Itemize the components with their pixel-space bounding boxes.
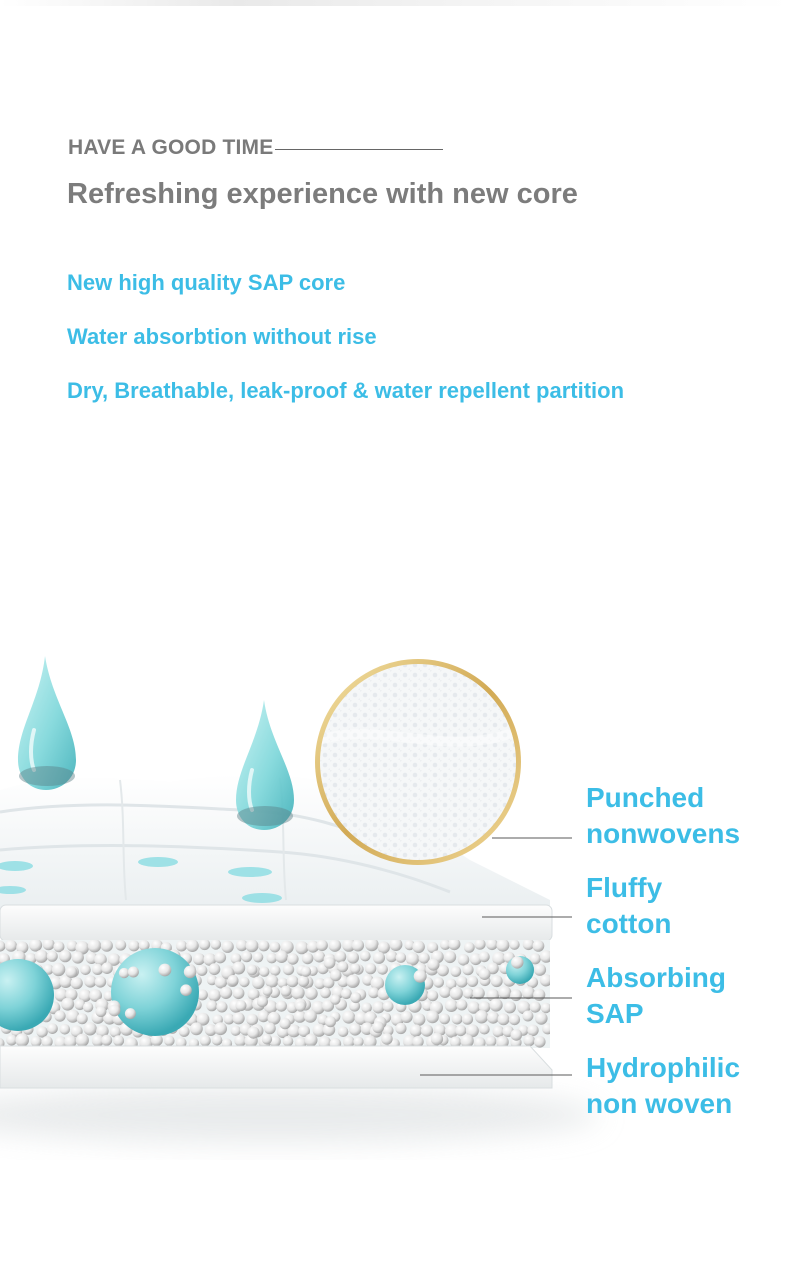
cotton-ball — [360, 951, 371, 962]
eyebrow-text: HAVE A GOOD TIME — [68, 136, 274, 159]
feature-item-absorption: Water absorbtion without rise — [67, 324, 377, 349]
cotton-ball — [5, 940, 17, 952]
cotton-ball — [522, 986, 535, 999]
cotton-ball — [47, 1023, 58, 1034]
cotton-ball — [128, 967, 139, 978]
cotton-ball — [433, 977, 444, 988]
cotton-ball — [305, 1034, 318, 1047]
cotton-ball — [209, 963, 221, 975]
cotton-ball — [368, 987, 379, 998]
cotton-ball — [534, 964, 546, 976]
cotton-ball — [253, 952, 263, 962]
layer-label-hydrophilic-line1: Hydrophilic — [586, 1052, 741, 1083]
cotton-ball — [498, 1013, 510, 1025]
cotton-ball — [396, 952, 407, 963]
cotton-ball — [504, 1001, 516, 1013]
cotton-ball — [72, 951, 84, 963]
cotton-ball — [540, 974, 552, 986]
cotton-ball — [262, 1034, 272, 1044]
cotton-ball — [439, 986, 451, 998]
cotton-ball — [71, 977, 83, 989]
cotton-ball — [475, 1010, 488, 1023]
cotton-ball — [211, 939, 222, 950]
cotton-ball — [541, 1003, 551, 1013]
cotton-ball — [464, 942, 475, 953]
cotton-layer — [0, 905, 552, 941]
cotton-ball — [413, 1013, 426, 1026]
cotton-ball — [15, 1033, 29, 1047]
cotton-ball — [80, 965, 91, 976]
cotton-ball — [352, 939, 364, 951]
cotton-ball — [338, 1026, 349, 1037]
cotton-ball — [522, 1011, 533, 1022]
cotton-ball — [29, 939, 42, 952]
cotton-ball — [302, 953, 314, 965]
floor-shadow — [0, 1087, 600, 1143]
cotton-ball — [54, 1010, 65, 1021]
cotton-ball — [353, 1037, 363, 1047]
cotton-ball — [346, 975, 359, 988]
cotton-ball — [101, 940, 113, 952]
cotton-ball — [287, 953, 298, 964]
cotton-ball — [233, 987, 245, 999]
cotton-ball — [280, 1018, 291, 1029]
layer-label-sap-line1: Absorbing — [586, 962, 726, 993]
cotton-ball — [275, 950, 288, 963]
cotton-ball — [496, 939, 509, 952]
cotton-ball — [65, 966, 77, 978]
cotton-ball — [421, 1025, 433, 1037]
cotton-ball — [456, 999, 467, 1010]
cotton-ball — [439, 1014, 450, 1025]
cotton-ball — [462, 964, 473, 975]
cotton-ball — [208, 989, 221, 1002]
layer-label-hydrophilic-line2: non woven — [586, 1088, 733, 1119]
cotton-ball — [246, 1014, 258, 1026]
cotton-ball — [320, 988, 331, 999]
cotton-ball — [200, 1035, 211, 1046]
cotton-ball — [530, 1002, 541, 1013]
cotton-ball — [61, 998, 74, 1011]
layer-label-sap-line2: SAP — [586, 998, 644, 1029]
cotton-ball — [427, 990, 438, 1001]
cotton-ball — [509, 1014, 520, 1025]
cotton-ball — [228, 975, 239, 986]
cotton-ball — [119, 968, 129, 978]
cotton-ball — [257, 996, 268, 1007]
hydrophilic-layer — [0, 1046, 552, 1088]
cotton-ball — [276, 1001, 287, 1012]
cotton-ball — [301, 966, 312, 977]
cotton-ball — [193, 953, 205, 965]
cotton-ball — [101, 1035, 112, 1046]
cotton-ball — [295, 1001, 305, 1011]
cotton-ball — [330, 994, 340, 1004]
top-edge-shadow — [0, 0, 790, 6]
cotton-ball — [381, 1033, 393, 1045]
cotton-ball — [270, 942, 281, 953]
cotton-ball — [206, 1000, 217, 1011]
cotton-ball — [113, 1035, 124, 1046]
cotton-ball — [236, 1000, 247, 1011]
cotton-ball — [395, 1023, 406, 1034]
cotton-ball — [259, 967, 269, 977]
cotton-ball — [265, 975, 278, 988]
cotton-ball — [386, 951, 398, 963]
water-drop-icon — [236, 700, 294, 830]
cotton-ball — [35, 950, 48, 963]
cotton-ball — [372, 1021, 384, 1033]
cotton-ball — [463, 988, 474, 999]
sap-layer — [0, 938, 553, 1051]
cotton-ball — [341, 988, 352, 999]
cotton-ball — [295, 941, 308, 954]
cotton-ball — [239, 977, 249, 987]
cotton-ball — [377, 964, 388, 975]
cotton-ball — [523, 1035, 535, 1047]
cotton-ball — [83, 1022, 96, 1035]
cotton-ball — [214, 952, 226, 964]
cotton-ball — [270, 965, 281, 976]
cotton-ball — [184, 966, 197, 979]
cotton-ball — [350, 963, 360, 973]
cotton-ball — [109, 1005, 121, 1017]
cotton-ball — [241, 951, 252, 962]
cotton-ball — [479, 968, 491, 980]
cotton-ball — [305, 987, 318, 1000]
cotton-ball — [365, 963, 376, 974]
cotton-ball — [325, 1016, 336, 1027]
cotton-ball — [450, 987, 463, 1000]
page-title: Refreshing experience with new core — [67, 178, 578, 210]
cotton-ball — [258, 940, 269, 951]
cotton-ball — [445, 999, 458, 1012]
cotton-ball — [52, 963, 65, 976]
cotton-ball — [467, 976, 478, 987]
cotton-ball — [486, 939, 498, 951]
cotton-ball — [298, 976, 309, 987]
cotton-ball — [455, 1025, 466, 1036]
cotton-ball — [212, 1035, 223, 1046]
cotton-ball — [527, 1025, 538, 1036]
cotton-ball — [350, 992, 361, 1003]
cotton-ball — [76, 1034, 89, 1047]
cotton-ball — [533, 989, 545, 1001]
layer-label-cotton-line2: cotton — [586, 908, 672, 939]
cotton-ball — [291, 986, 304, 999]
cotton-ball — [199, 939, 210, 950]
cotton-ball — [426, 1011, 439, 1024]
cotton-ball — [487, 1012, 499, 1024]
cotton-ball — [115, 940, 126, 951]
cotton-ball — [444, 951, 456, 963]
cotton-ball — [474, 939, 485, 950]
cotton-ball — [258, 1010, 270, 1022]
cotton-ball — [542, 1023, 553, 1034]
water-drop-icon — [18, 656, 76, 790]
cotton-ball — [43, 938, 55, 950]
cotton-ball — [83, 1002, 93, 1012]
cotton-ball — [197, 965, 208, 976]
cotton-ball — [456, 976, 468, 988]
cotton-ball — [125, 1008, 136, 1019]
cotton-ball — [458, 954, 470, 966]
cotton-ball — [216, 1001, 227, 1012]
feature-item-partition: Dry, Breathable, leak-proof & water repellent partition — [67, 378, 625, 403]
layer-label-punched-line1: Punched — [586, 782, 705, 813]
cotton-ball — [479, 951, 490, 962]
cotton-ball — [342, 1011, 355, 1024]
cotton-ball — [462, 1014, 473, 1025]
cotton-ball — [263, 986, 273, 996]
cotton-ball — [535, 1012, 548, 1025]
cotton-ball — [264, 1023, 276, 1035]
cotton-ball — [533, 940, 545, 952]
cotton-ball — [31, 1036, 42, 1047]
cotton-ball — [540, 950, 553, 963]
cotton-ball — [60, 1024, 71, 1035]
cotton-ball — [491, 975, 503, 987]
cotton-ball — [485, 1036, 496, 1047]
cotton-ball — [479, 1024, 490, 1035]
cotton-ball — [47, 951, 58, 962]
cotton-ball — [231, 1026, 241, 1036]
cotton-ball — [373, 952, 385, 964]
eyebrow-rule — [275, 149, 443, 150]
cotton-ball — [452, 1014, 463, 1025]
cotton-ball — [180, 984, 192, 996]
cotton-ball — [128, 940, 139, 951]
cotton-ball — [214, 1022, 227, 1035]
feature-item-sap-core: New high quality SAP core — [67, 270, 346, 295]
cotton-ball — [347, 952, 359, 964]
cotton-ball — [287, 975, 299, 987]
cotton-ball — [431, 1033, 443, 1045]
cotton-ball — [95, 1006, 106, 1017]
cotton-ball — [101, 962, 113, 974]
cotton-ball — [252, 977, 265, 990]
cotton-ball — [334, 951, 346, 963]
cotton-ball — [316, 940, 328, 952]
cotton-ball — [283, 964, 294, 975]
cotton-ball — [330, 970, 342, 982]
cotton-ball — [349, 1023, 361, 1035]
cotton-ball — [314, 951, 326, 963]
cotton-ball — [246, 939, 259, 952]
cotton-ball — [401, 1011, 413, 1023]
cotton-ball — [190, 1022, 203, 1035]
cotton-ball — [510, 989, 522, 1001]
layer-label-cotton-line1: Fluffy — [586, 872, 663, 903]
cotton-ball — [534, 1036, 546, 1048]
cotton-ball — [511, 956, 523, 968]
cotton-ball — [324, 957, 336, 969]
cotton-ball — [427, 959, 439, 971]
layer-label-punched-line2: nonwovens — [586, 818, 741, 849]
cotton-ball — [77, 1013, 88, 1024]
cotton-ball — [329, 939, 342, 952]
cotton-ball — [88, 939, 101, 952]
cotton-ball — [450, 966, 461, 977]
magnifier-circle-icon — [315, 659, 521, 865]
cotton-ball — [221, 941, 233, 953]
cotton-ball — [95, 976, 107, 988]
cotton-ball — [523, 939, 535, 951]
cotton-ball — [247, 965, 258, 976]
cotton-ball — [410, 1024, 422, 1036]
cotton-ball — [36, 1026, 47, 1037]
cotton-ball — [159, 964, 172, 977]
cotton-ball — [233, 1012, 245, 1024]
cotton-ball — [412, 941, 425, 954]
cotton-ball — [509, 940, 519, 950]
cotton-ball — [414, 970, 427, 983]
cotton-ball — [383, 1001, 394, 1012]
cotton-ball — [498, 986, 511, 999]
cotton-ball — [247, 1027, 259, 1039]
cotton-ball — [283, 1036, 294, 1047]
cotton-ball — [280, 986, 291, 997]
cotton-ball — [220, 987, 232, 999]
cotton-ball — [186, 939, 199, 952]
cotton-ball — [59, 950, 71, 962]
cotton-ball — [511, 1029, 523, 1041]
cotton-ball — [490, 998, 503, 1011]
cotton-ball — [176, 940, 187, 951]
cotton-ball — [164, 1036, 175, 1047]
cotton-ball — [304, 1010, 317, 1023]
eyebrow-heading — [68, 136, 443, 160]
